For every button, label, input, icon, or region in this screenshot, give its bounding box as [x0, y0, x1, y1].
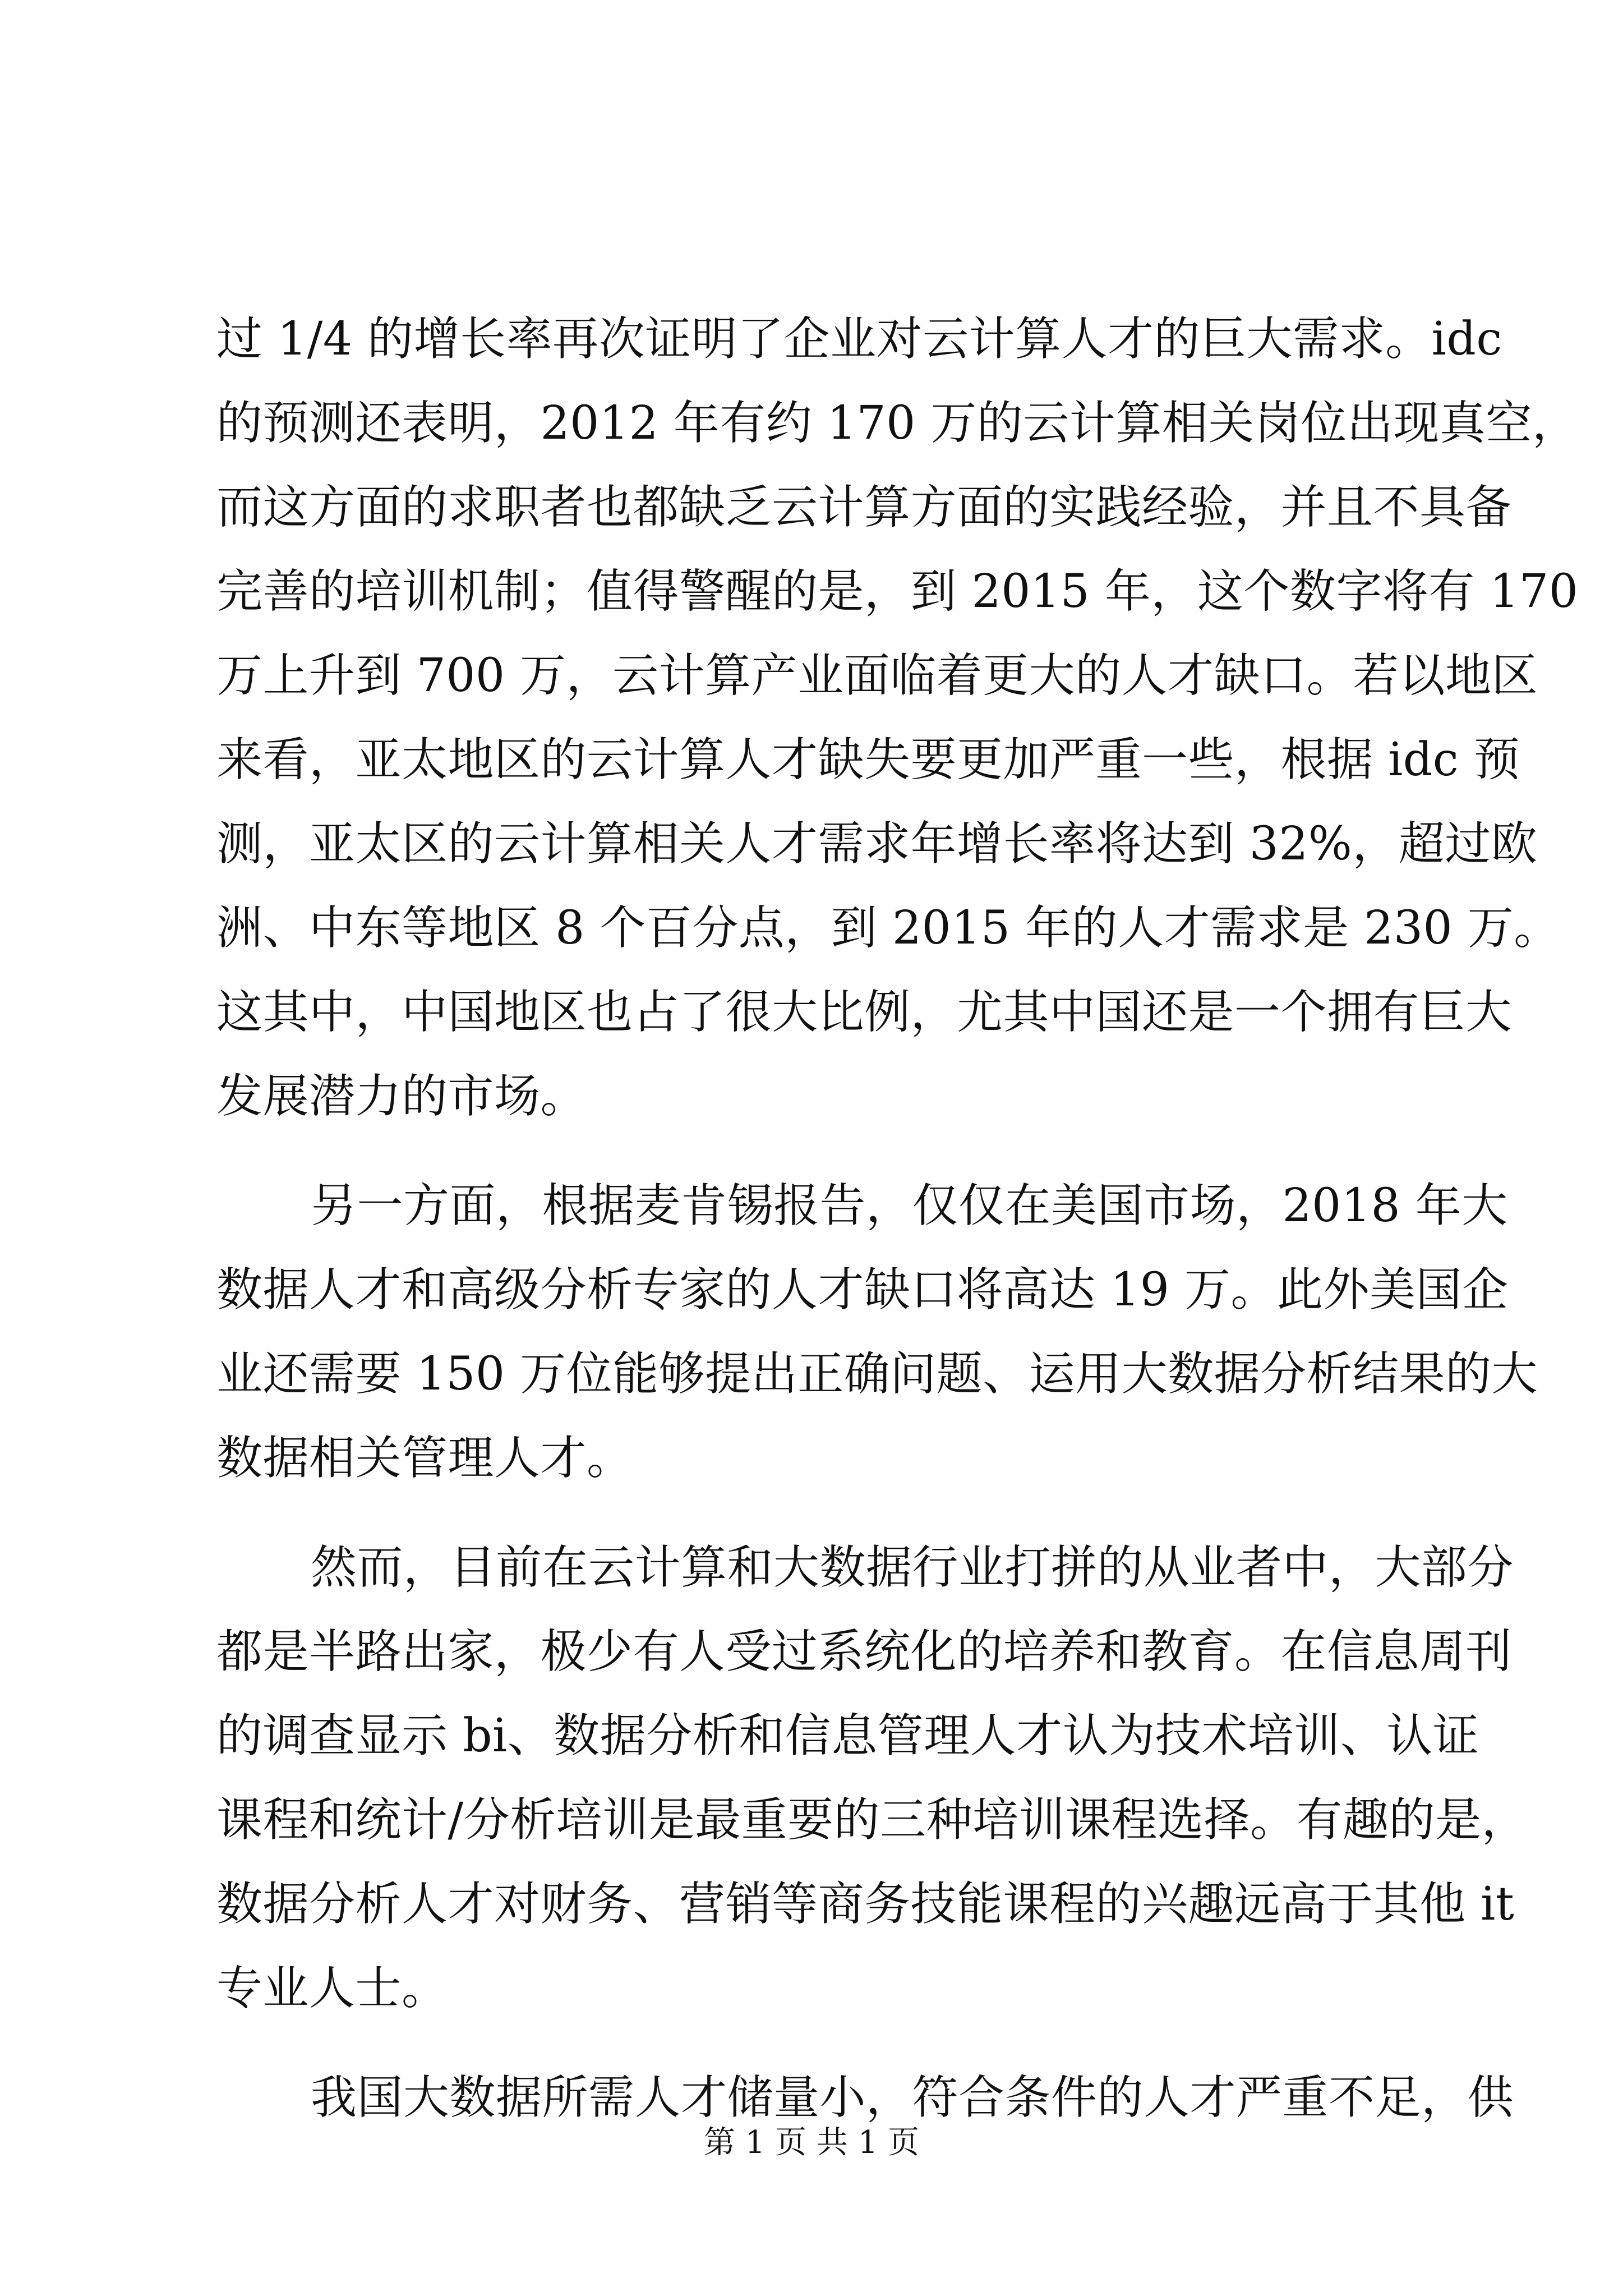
- paragraph-spacer: [216, 1501, 1419, 1526]
- text-line: 数据人才和高级分析专家的人才缺口将高达 19 万。此外美国企: [216, 1263, 1509, 1317]
- paragraph-spacer: [216, 2031, 1419, 2056]
- text-line: 发展潜力的市场。: [216, 1070, 587, 1123]
- paragraph-3: [216, 1526, 1528, 2031]
- text-line: 另一方面，根据麦肯锡报告，仅仅在美国市场，2018 年大: [311, 1179, 1508, 1232]
- text-line: 这其中，中国地区也占了很大比例，尤其中国还是一个拥有巨大: [216, 986, 1513, 1039]
- text-line: 都是半路出家，极少有人受过系统化的培养和教育。在信息周刊: [216, 1625, 1513, 1678]
- text-line: 然而，目前在云计算和大数据行业打拼的从业者中，大部分: [311, 1541, 1514, 1594]
- text-line: 专业人士。: [216, 1962, 448, 2015]
- text-line: 洲、中东等地区 8 个百分点，到 2015 年的人才需求是 230 万。: [216, 901, 1560, 955]
- text-line: 万上升到 700 万，云计算产业面临着更大的人才缺口。若以地区: [216, 649, 1538, 702]
- text-line: 来看，亚太地区的云计算人才缺失要更加严重一些，根据 idc 预: [216, 733, 1520, 786]
- paragraph-spacer: [216, 1139, 1419, 1164]
- paragraph-1: [216, 297, 1579, 1139]
- text-line: 我国大数据所需人才储量小，符合条件的人才严重不足，供: [311, 2071, 1514, 2124]
- document-body: [216, 297, 1579, 2140]
- paragraph-2: [216, 1164, 1538, 1501]
- text-line: 的调查显示 bi、数据分析和信息管理人才认为技术培训、认证: [216, 1709, 1479, 1763]
- text-line: 数据相关管理人才。: [216, 1432, 633, 1485]
- text-line: 而这方面的求职者也都缺乏云计算方面的实践经验，并且不具备: [216, 481, 1513, 534]
- text-line: 测，亚太区的云计算相关人才需求年增长率将达到 32%，超过欧: [216, 817, 1538, 871]
- page-footer: 第 1 页 共 1 页: [703, 2124, 920, 2161]
- text-line: 完善的培训机制；值得警醒的是，到 2015 年，这个数字将有 170: [216, 565, 1579, 618]
- text-line: 课程和统计/分析培训是最重要的三种培训课程选择。有趣的是，: [216, 1793, 1528, 1847]
- text-line: 数据分析人才对财务、营销等商务技能课程的兴趣远高于其他 it: [216, 1878, 1515, 1931]
- text-line: 的预测还表明，2012 年有约 170 万的云计算相关岗位出现真空，: [216, 397, 1579, 450]
- text-line: 业还需要 150 万位能够提出正确问题、运用大数据分析结果的大: [216, 1347, 1538, 1401]
- text-line: 过 1/4 的增长率再次证明了企业对云计算人才的巨大需求。idc: [216, 312, 1502, 366]
